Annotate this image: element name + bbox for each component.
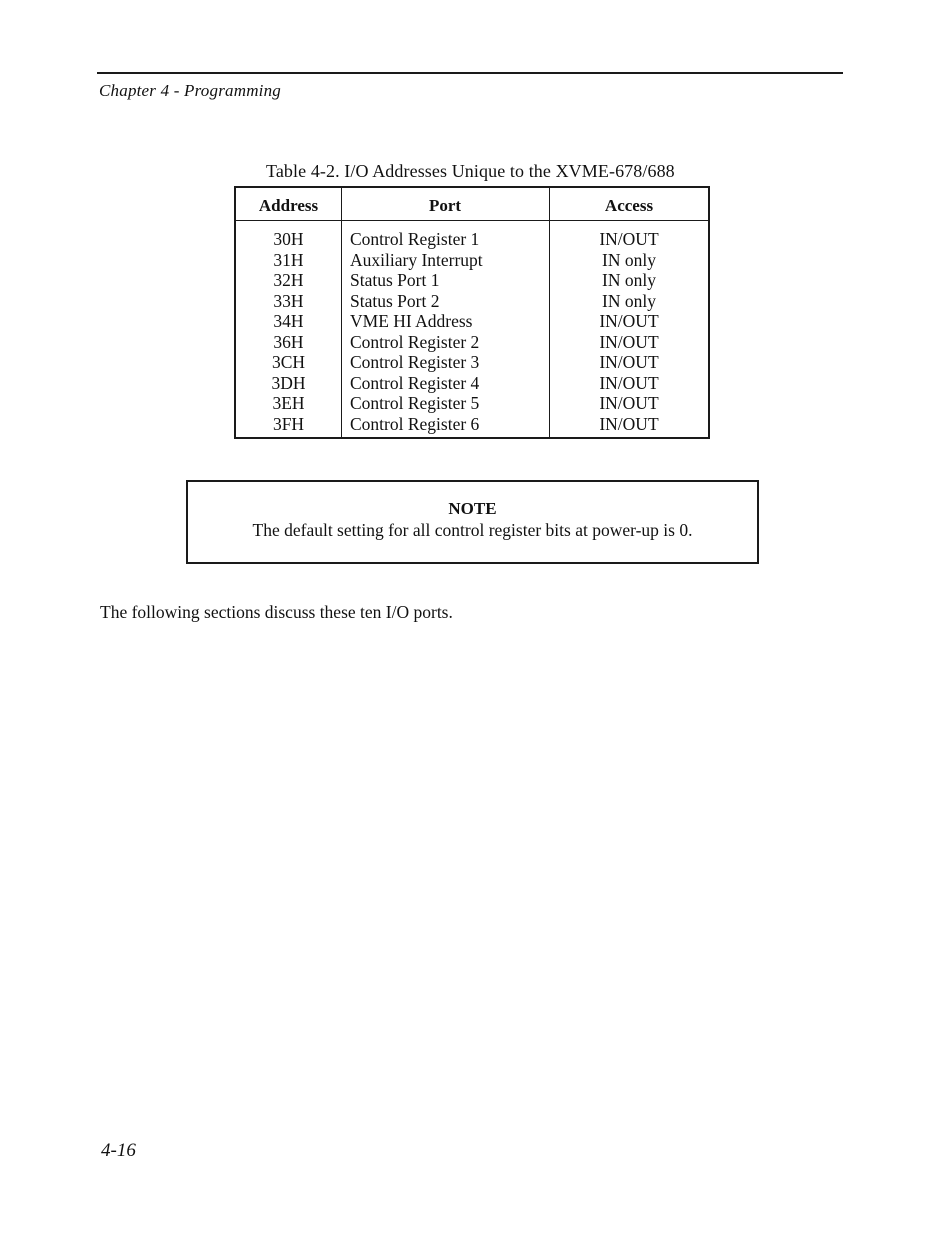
column-header-access: Access xyxy=(604,196,654,215)
access-cell: IN only xyxy=(602,249,656,270)
header-rule xyxy=(97,72,843,74)
access-cell: IN/OUT xyxy=(599,311,659,331)
access-cell: IN/OUT xyxy=(599,413,659,434)
address-cell: 36H xyxy=(273,331,304,352)
port-cell: Control Register 5 xyxy=(350,393,480,413)
address-cell: 34H xyxy=(273,311,304,331)
port-cell: Control Register 2 xyxy=(350,331,480,352)
port-cell: Control Register 4 xyxy=(350,372,480,393)
address-cell: 3CH xyxy=(271,352,306,372)
chapter-title: Chapter 4 - Programming xyxy=(99,81,281,100)
table-body xyxy=(236,229,708,434)
access-cell: IN/OUT xyxy=(599,331,659,352)
port-cell: VME HI Address xyxy=(350,311,473,331)
table-row xyxy=(236,250,708,271)
address-cell: 31H xyxy=(273,249,304,270)
table-row xyxy=(236,311,708,332)
table-row xyxy=(236,352,708,373)
address-cell: 33H xyxy=(273,290,304,311)
address-cell: 3FH xyxy=(272,413,305,434)
access-cell: IN only xyxy=(602,290,656,311)
address-cell: 3EH xyxy=(272,393,305,413)
access-cell: IN/OUT xyxy=(599,352,659,372)
table-row xyxy=(236,373,708,394)
table-row xyxy=(236,393,708,414)
table-row xyxy=(236,291,708,312)
access-cell: IN only xyxy=(602,270,656,290)
access-cell: IN/OUT xyxy=(599,393,659,413)
port-cell: Status Port 2 xyxy=(350,290,440,311)
table-row xyxy=(236,229,708,250)
port-cell: Status Port 1 xyxy=(350,270,440,290)
note-title: NOTE xyxy=(448,499,497,518)
port-cell: Auxiliary Interrupt xyxy=(350,249,483,270)
port-cell: Control Register 6 xyxy=(350,413,480,434)
table-row xyxy=(236,270,708,291)
address-cell: 3DH xyxy=(271,372,306,393)
column-header-port: Port xyxy=(428,196,462,215)
header-separator xyxy=(236,220,708,221)
port-cell: Control Register 3 xyxy=(350,352,480,372)
table-caption: Table 4-2. I/O Addresses Unique to the XVME-678/688 xyxy=(266,161,675,181)
access-cell: IN/OUT xyxy=(599,229,659,249)
table-row xyxy=(236,332,708,353)
note-text: The default setting for all control register bits at power-up is 0. xyxy=(252,520,693,540)
note-box xyxy=(186,480,759,564)
address-cell: 32H xyxy=(273,270,304,290)
port-cell: Control Register 1 xyxy=(350,229,480,249)
column-header-address: Address xyxy=(258,196,319,215)
page-number: 4-16 xyxy=(101,1140,136,1161)
table-row xyxy=(236,414,708,435)
access-cell: IN/OUT xyxy=(599,372,659,393)
address-cell: 30H xyxy=(273,229,304,249)
io-address-table xyxy=(234,186,710,439)
body-paragraph: The following sections discuss these ten I/O ports. xyxy=(100,602,453,622)
